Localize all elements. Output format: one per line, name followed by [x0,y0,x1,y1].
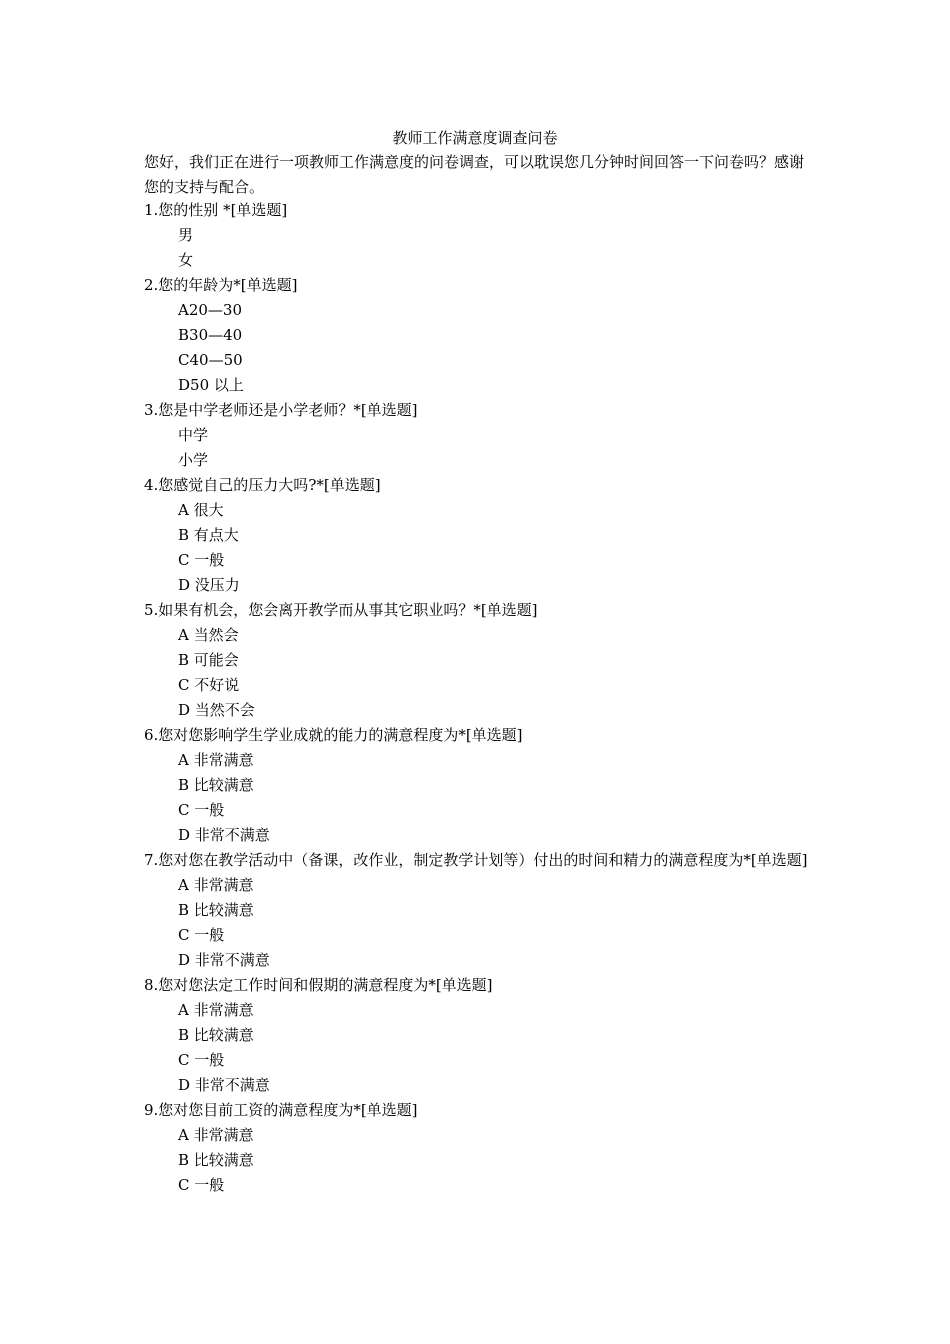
document-title: 教师工作满意度调查问卷 [392,129,558,147]
question-7-option: A 非常满意 [178,876,254,894]
question-2-option: D50 以上 [178,376,244,394]
question-5-option: D 当然不会 [178,701,255,719]
question-5-option: C 不好说 [178,676,240,694]
question-1-text: 1.您的性别 *[单选题] [144,201,288,219]
question-7-option: D 非常不满意 [178,951,270,969]
question-4-option: B 有点大 [178,526,239,544]
question-5-option: A 当然会 [178,626,239,644]
question-7-text: 7.您对您在教学活动中（备课，改作业，制定教学计划等）付出的时间和精力的满意程度为*[单选题] [144,851,808,869]
question-9-option: A 非常满意 [178,1126,254,1144]
question-6-option: D 非常不满意 [178,826,270,844]
question-1-option: 女 [178,251,194,269]
question-2-option: C40—50 [178,351,243,369]
question-2-option: A20—30 [178,301,243,319]
question-6-option: B 比较满意 [178,776,254,794]
question-8-option: C 一般 [178,1051,225,1069]
intro-paragraph: 您好，我们正在进行一项教师工作满意度的问卷调查，可以耽误您几分钟时间回答一下问卷吗？感谢您的支持与配合。 [144,153,805,196]
question-6-option: A 非常满意 [178,751,254,769]
question-8-text: 8.您对您法定工作时间和假期的满意程度为*[单选题] [144,976,493,994]
question-4-option: C 一般 [178,551,225,569]
question-2-text: 2.您的年龄为*[单选题] [144,276,298,294]
question-9-text: 9.您对您目前工资的满意程度为*[单选题] [144,1101,418,1119]
question-2-option: B30—40 [178,326,243,344]
question-4-text: 4.您感觉自己的压力大吗?*[单选题] [144,476,381,494]
question-8-option: A 非常满意 [178,1001,254,1019]
question-6-text: 6.您对您影响学生学业成就的能力的满意程度为*[单选题] [144,726,523,744]
question-6-option: C 一般 [178,801,225,819]
question-7-option: B 比较满意 [178,901,254,919]
question-5-option: B 可能会 [178,651,239,669]
question-3-text: 3.您是中学老师还是小学老师？*[单选题] [144,401,418,419]
question-3-option: 小学 [178,451,209,469]
question-list [144,198,816,1198]
question-3-option: 中学 [178,426,209,444]
question-5-text: 5.如果有机会，您会离开教学而从事其它职业吗？*[单选题] [144,601,538,619]
question-9-option: B 比较满意 [178,1151,254,1169]
question-8-option: D 非常不满意 [178,1076,270,1094]
question-1-option: 男 [178,226,194,244]
question-8-option: B 比较满意 [178,1026,254,1044]
question-4-option: A 很大 [178,501,224,519]
question-7-option: C 一般 [178,926,225,944]
question-9-option: C 一般 [178,1176,225,1194]
question-4-option: D 没压力 [178,576,240,594]
